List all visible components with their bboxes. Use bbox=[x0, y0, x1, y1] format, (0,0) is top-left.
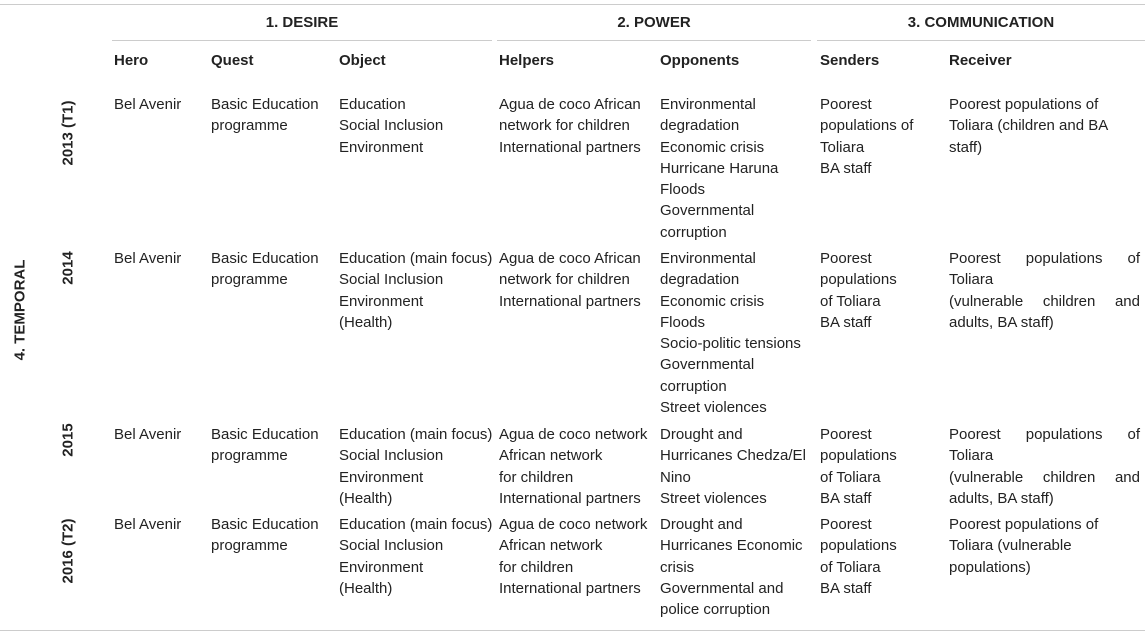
cell-senders bbox=[820, 514, 944, 599]
cell-line: Poorest populations of bbox=[949, 250, 1140, 267]
cell-line: Hurricane Haruna bbox=[660, 159, 779, 177]
cell-object bbox=[339, 424, 497, 509]
cell-line: Environment bbox=[339, 558, 424, 576]
cell-helpers bbox=[499, 248, 657, 312]
cell-receiver bbox=[949, 514, 1140, 578]
cell-helpers bbox=[499, 514, 657, 599]
cell-line: International partners bbox=[499, 489, 641, 507]
cell-line: Toliara bbox=[949, 271, 994, 289]
cell-line: (Health) bbox=[339, 313, 393, 331]
cell-line: Social Inclusion bbox=[339, 117, 444, 135]
cell-line: network for children bbox=[499, 271, 630, 289]
cell-line: Environment bbox=[339, 468, 424, 486]
cell-quest bbox=[211, 94, 335, 137]
cell-quest bbox=[211, 248, 335, 291]
cell-line: Agua de coco African bbox=[499, 250, 641, 267]
cell-opponents bbox=[660, 248, 816, 418]
cell-receiver bbox=[949, 94, 1140, 158]
cell-line: Agua de coco network bbox=[499, 426, 648, 443]
cell-line: Social Inclusion bbox=[339, 537, 444, 555]
cell-opponents bbox=[660, 514, 816, 620]
column-header-opponents: Opponents bbox=[660, 52, 740, 69]
cell-line: BA staff bbox=[820, 159, 872, 177]
cell-receiver bbox=[949, 248, 1140, 333]
cell-line: Bel Avenir bbox=[114, 426, 182, 443]
column-header-hero: Hero bbox=[114, 52, 149, 69]
cell-object bbox=[339, 514, 497, 599]
cell-line: Drought and bbox=[660, 516, 743, 533]
cell-line: Floods bbox=[660, 313, 706, 331]
group-rule-desire bbox=[112, 40, 492, 41]
row-year-text: 2016 (T2) bbox=[59, 518, 77, 584]
cell-line: crisis bbox=[660, 558, 695, 576]
cell-line: Floods bbox=[660, 181, 706, 199]
row-year-text: 2014 bbox=[59, 251, 77, 285]
column-header-receiver: Receiver bbox=[949, 52, 1012, 69]
cell-line: populations bbox=[820, 537, 897, 555]
cell-line: BA staff bbox=[820, 313, 872, 331]
column-header-quest: Quest bbox=[211, 52, 254, 69]
cell-line: (vulnerable children and bbox=[949, 292, 1140, 310]
cell-line: populations of bbox=[820, 117, 914, 135]
cell-line: Poorest bbox=[820, 516, 872, 533]
cell-line: Poorest populations of bbox=[949, 96, 1099, 113]
cell-line: Governmental bbox=[660, 356, 755, 374]
cell-line: Socio-politic tensions bbox=[660, 335, 801, 353]
cell-line: populations bbox=[820, 447, 897, 465]
cell-line: Basic Education bbox=[211, 250, 319, 267]
cell-line: African network bbox=[499, 447, 603, 465]
cell-line: Nino bbox=[660, 468, 691, 486]
cell-line: (Health) bbox=[339, 579, 393, 597]
group-rule-communication bbox=[817, 40, 1145, 41]
cell-quest bbox=[211, 424, 335, 467]
row-year-text: 2015 bbox=[59, 423, 77, 457]
cell-line: Bel Avenir bbox=[114, 96, 182, 113]
cell-line: Environmental bbox=[660, 250, 756, 267]
cell-line: Poorest bbox=[820, 250, 872, 267]
cell-receiver bbox=[949, 424, 1140, 509]
cell-line: Education (main focus) bbox=[339, 516, 493, 533]
group-rule-power bbox=[497, 40, 811, 41]
cell-line: Agua de coco African bbox=[499, 96, 641, 113]
cell-line: Education (main focus) bbox=[339, 250, 493, 267]
cell-line: Basic Education bbox=[211, 96, 319, 113]
cell-senders bbox=[820, 94, 944, 179]
cell-line: of Toliara bbox=[820, 292, 881, 310]
group-header-power: 2. POWER bbox=[617, 14, 691, 31]
cell-senders bbox=[820, 248, 944, 333]
cell-line: Hurricanes Economic bbox=[660, 537, 803, 555]
cell-line: Street violences bbox=[660, 399, 767, 417]
cell-line: programme bbox=[211, 447, 288, 465]
group-header-desire: 1. DESIRE bbox=[265, 14, 339, 31]
cell-line: International partners bbox=[499, 138, 641, 156]
cell-helpers bbox=[499, 424, 657, 509]
cell-line: Environmental bbox=[660, 96, 756, 113]
cell-hero bbox=[114, 248, 206, 269]
cell-line: degradation bbox=[660, 271, 740, 289]
cell-line: (vulnerable children and bbox=[949, 468, 1140, 486]
cell-object bbox=[339, 248, 497, 333]
cell-line: of Toliara bbox=[820, 468, 881, 486]
cell-line: network for children bbox=[499, 117, 630, 135]
cell-line: populations) bbox=[949, 558, 1031, 576]
cell-line: corruption bbox=[660, 223, 727, 241]
cell-line: for children bbox=[499, 468, 574, 486]
cell-line: Basic Education bbox=[211, 516, 319, 533]
group-header-communication: 3. COMMUNICATION bbox=[907, 14, 1055, 31]
cell-line: Basic Education bbox=[211, 426, 319, 443]
cell-hero bbox=[114, 514, 206, 535]
cell-line: of Toliara bbox=[820, 558, 881, 576]
column-header-senders: Senders bbox=[820, 52, 880, 69]
row-year-text: 2013 (T1) bbox=[59, 100, 77, 166]
cell-line: populations bbox=[820, 271, 897, 289]
cell-line: Environment bbox=[339, 292, 424, 310]
cell-line: Street violences bbox=[660, 489, 767, 507]
cell-line: Social Inclusion bbox=[339, 271, 444, 289]
cell-line: adults, BA staff) bbox=[949, 313, 1054, 331]
table-bottom-rule bbox=[0, 630, 1145, 631]
cell-line: programme bbox=[211, 271, 288, 289]
cell-line: Governmental and bbox=[660, 579, 784, 597]
cell-line: staff) bbox=[949, 138, 983, 156]
cell-line: Social Inclusion bbox=[339, 447, 444, 465]
cell-line: Governmental bbox=[660, 202, 755, 220]
cell-opponents bbox=[660, 424, 816, 509]
cell-line: Hurricanes Chedza/El bbox=[660, 447, 806, 465]
cell-helpers bbox=[499, 94, 657, 158]
cell-line: Economic crisis bbox=[660, 292, 765, 310]
cell-line: corruption bbox=[660, 377, 727, 395]
cell-line: police corruption bbox=[660, 601, 771, 619]
cell-hero bbox=[114, 94, 206, 115]
column-header-object: Object bbox=[339, 52, 386, 69]
cell-line: Environment bbox=[339, 138, 424, 156]
cell-line: (Health) bbox=[339, 489, 393, 507]
cell-senders bbox=[820, 424, 944, 509]
table-top-rule bbox=[0, 4, 1145, 5]
column-header-helpers: Helpers bbox=[499, 52, 555, 69]
cell-line: Toliara bbox=[820, 138, 865, 156]
cell-line: Economic crisis bbox=[660, 138, 765, 156]
cell-line: Bel Avenir bbox=[114, 516, 182, 533]
cell-line: Bel Avenir bbox=[114, 250, 182, 267]
cell-line: Drought and bbox=[660, 426, 743, 443]
cell-line: degradation bbox=[660, 117, 740, 135]
cell-line: Toliara bbox=[949, 447, 994, 465]
cell-line: African network bbox=[499, 537, 603, 555]
cell-object bbox=[339, 94, 497, 158]
cell-line: Poorest bbox=[820, 96, 872, 113]
cell-line: Toliara (children and BA bbox=[949, 117, 1109, 135]
cell-quest bbox=[211, 514, 335, 557]
cell-opponents bbox=[660, 94, 816, 243]
cell-line: Poorest bbox=[820, 426, 872, 443]
cell-line: programme bbox=[211, 537, 288, 555]
cell-line: adults, BA staff) bbox=[949, 489, 1054, 507]
cell-line: for children bbox=[499, 558, 574, 576]
cell-line: programme bbox=[211, 117, 288, 135]
cell-line: International partners bbox=[499, 579, 641, 597]
cell-line: Poorest populations of bbox=[949, 426, 1140, 443]
cell-line: Education (main focus) bbox=[339, 426, 493, 443]
cell-line: Education bbox=[339, 96, 406, 113]
cell-line: Toliara (vulnerable bbox=[949, 537, 1072, 555]
cell-line: Agua de coco network bbox=[499, 516, 648, 533]
cell-line: Poorest populations of bbox=[949, 516, 1099, 533]
cell-line: BA staff bbox=[820, 489, 872, 507]
temporal-side-label-text: 4. TEMPORAL bbox=[11, 259, 29, 361]
cell-hero bbox=[114, 424, 206, 445]
cell-line: BA staff bbox=[820, 579, 872, 597]
cell-line: International partners bbox=[499, 292, 641, 310]
